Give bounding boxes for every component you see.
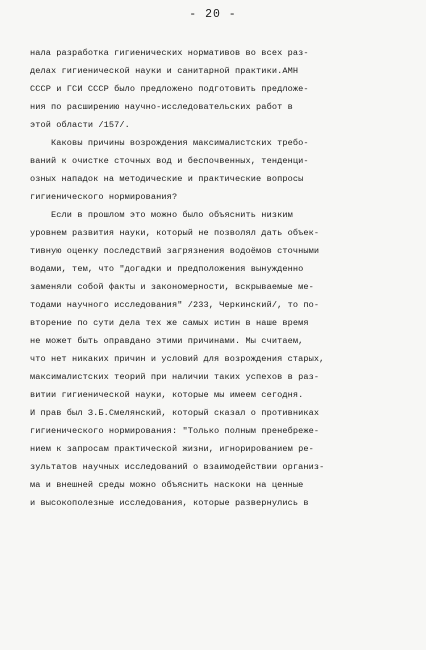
text-line: максималистских теорий при наличии таких успехов в раз- — [30, 372, 320, 382]
text-line: ния по расширению научно-исследовательских работ в — [30, 102, 293, 112]
text-line: Если в прошлом это можно было объяснить низким — [30, 210, 293, 220]
text-line: Каковы причины возрождения максималистских требо- — [30, 138, 309, 148]
text-line: тодами научного исследования" /233, Черкинский/, то по- — [30, 300, 320, 310]
text-line: витии гигиенической науки, которые мы имеем сегодня. — [30, 390, 304, 400]
text-line: гигиенического нормирования: "Только полным пренебреже- — [30, 426, 320, 436]
text-line: уровнем развития науки, который не позволял дать объек- — [30, 228, 320, 238]
page-number: - 20 - — [189, 8, 237, 21]
text-line: озных нападок на методические и практические вопросы — [30, 174, 304, 184]
text-line: СССР и ГСИ СССР было предложено подготовить предложе- — [30, 84, 309, 94]
text-line: водами, тем, что "догадки и предположения вынужденно — [30, 264, 304, 274]
text-line: зультатов научных исследований о взаимодействии организ- — [30, 462, 325, 472]
text-line: заменяли собой факты и закономерности, вскрываемые ме- — [30, 282, 314, 292]
text-line: гигиенического нормирования? — [30, 192, 178, 202]
text-line: что нет никаких причин и условий для возрождения старых, — [30, 354, 325, 364]
text-line: не может быть оправдано этими причинами. Мы считаем, — [30, 336, 304, 346]
text-line: вторение по сути дела тех же самых истин в наше время — [30, 318, 309, 328]
text-line: нала разработка гигиенических нормативов во всех раз- — [30, 48, 309, 58]
text-line: ма и внешней среды можно объяснить наскоки на ценные — [30, 480, 304, 490]
text-line: тивную оценку последствий загрязнения водоёмов сточными — [30, 246, 320, 256]
text-line: делах гигиенической науки и санитарной практики.АМН — [30, 66, 299, 76]
text-line: нием к запросам практической жизни, игнорированием ре- — [30, 444, 314, 454]
text-line: и высокополезные исследования, которые развернулись в — [30, 498, 309, 508]
text-line: ваний к очистке сточных вод и беспочвенных, тенденци- — [30, 156, 309, 166]
text-line: И прав был З.Б.Смелянский, который сказал о противниках — [30, 408, 320, 418]
text-line: этой области /157/. — [30, 120, 130, 130]
